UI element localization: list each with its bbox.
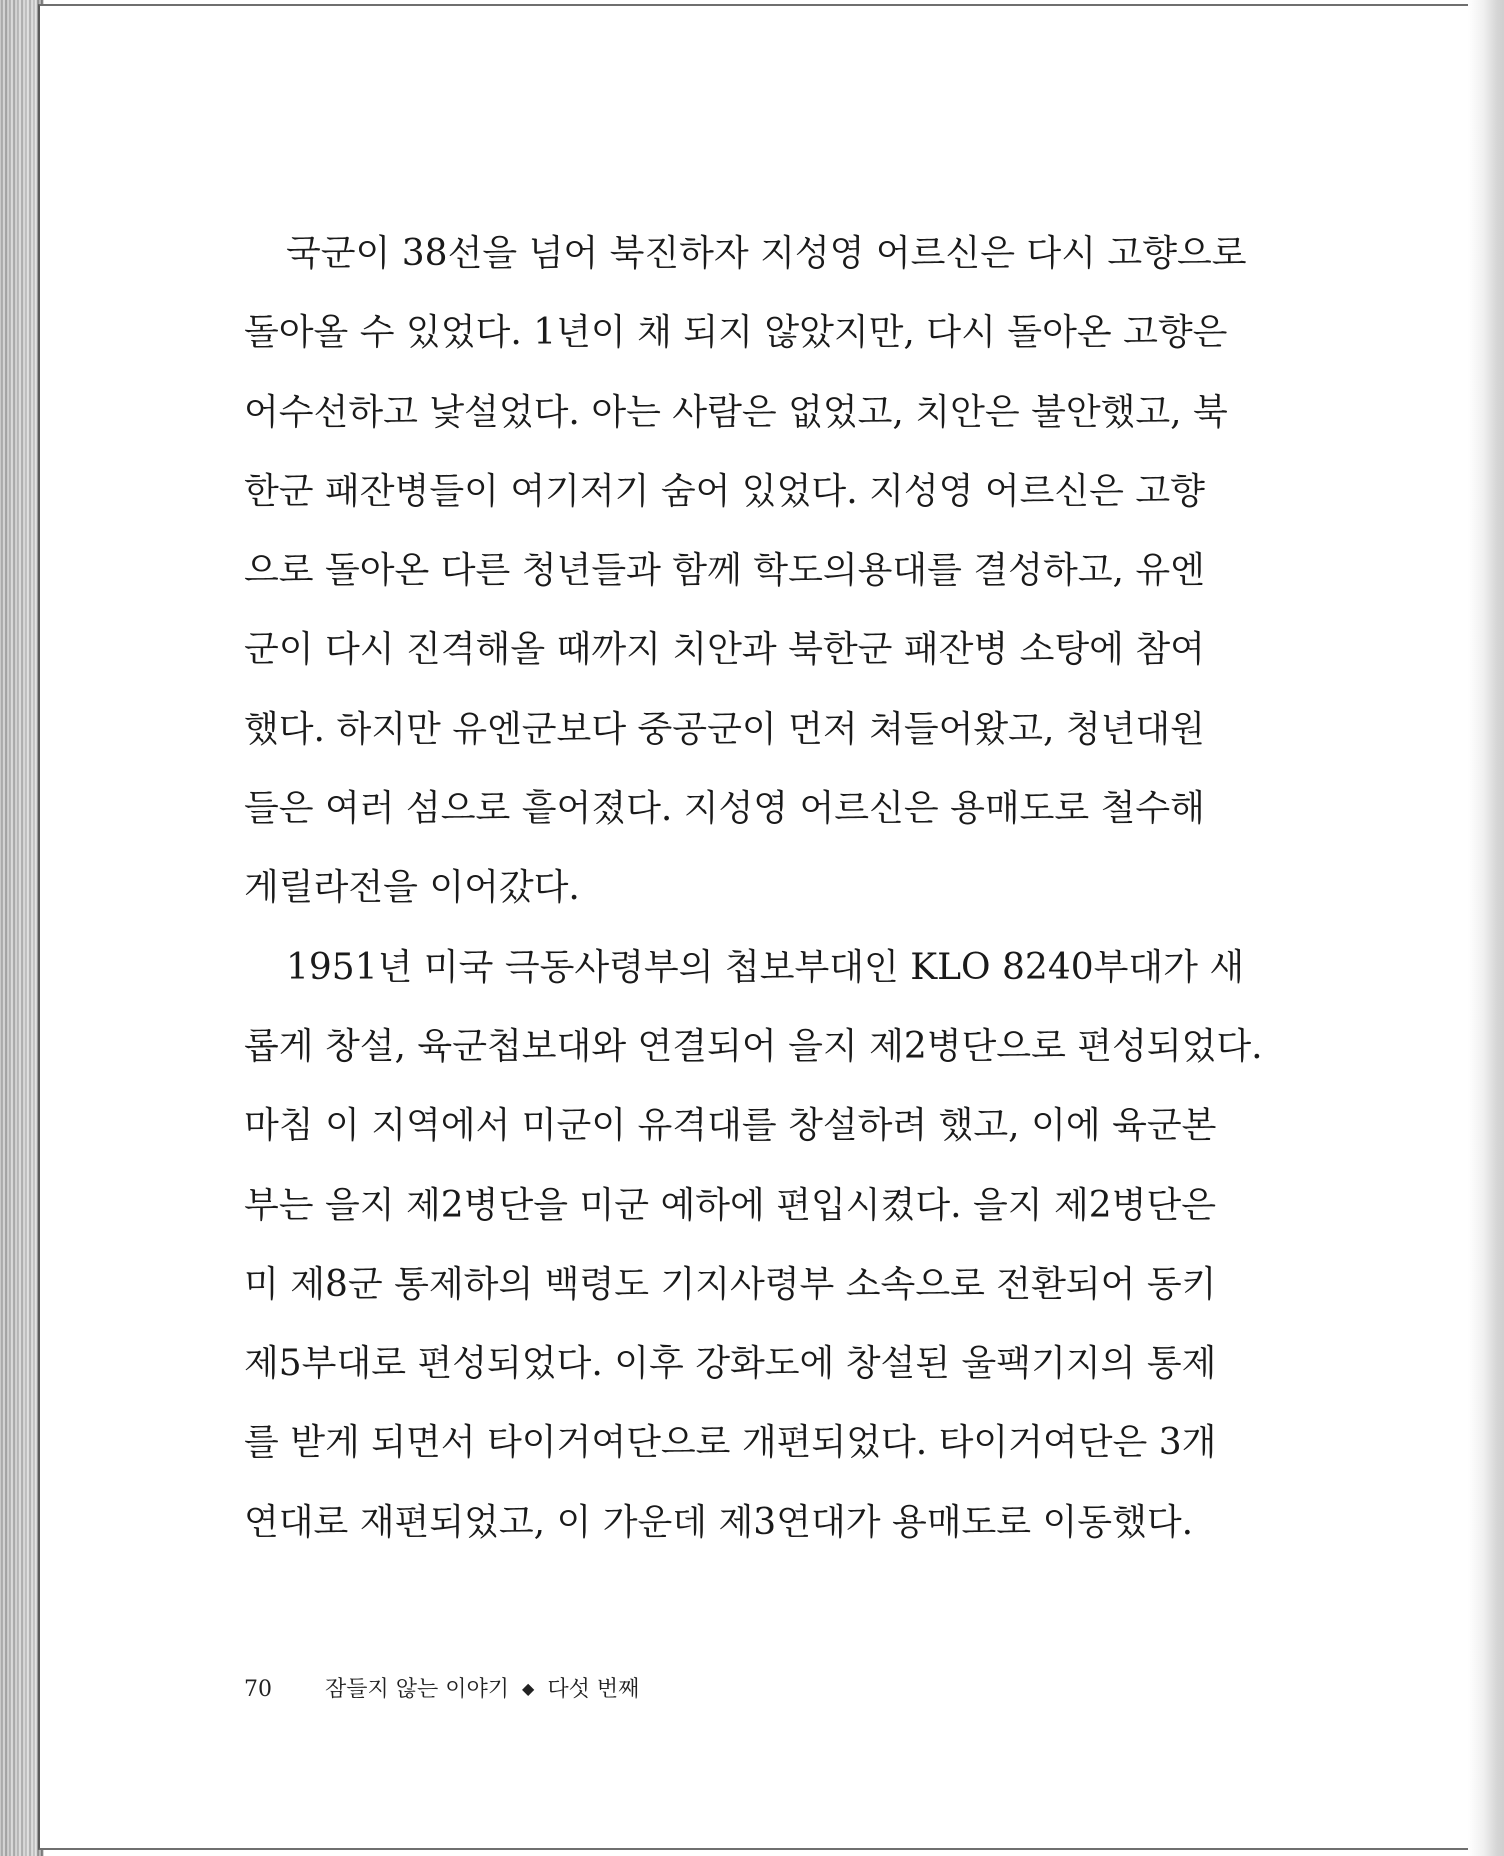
text-line: 1951년 미국 극동사령부의 첩보부대인 KLO 8240부대가 새 <box>286 946 1245 988</box>
text-line: 마침 이 지역에서 미군이 유격대를 창설하려 했고, 이에 육군본 <box>244 1105 1217 1147</box>
text-line: 게릴라전을 이어갔다. <box>244 867 580 909</box>
book-title: 잠들지 않는 이야기 <box>325 1677 510 1702</box>
text-line: 돌아올 수 있었다. 1년이 채 되지 않았지만, 다시 돌아온 고향은 <box>244 312 1228 354</box>
text-line: 으로 돌아온 다른 청년들과 함께 학도의용대를 결성하고, 유엔 <box>244 550 1205 592</box>
text-line: 롭게 창설, 육군첩보대와 연결되어 을지 제2병단으로 편성되었다. <box>244 1025 1263 1067</box>
text-line: 국군이 38선을 넘어 북진하자 지성영 어르신은 다시 고향으로 <box>286 233 1247 274</box>
diamond-separator-icon: ◆ <box>522 1679 535 1698</box>
text-line: 한군 패잔병들이 여기저기 숨어 있었다. 지성영 어르신은 고향 <box>244 470 1205 512</box>
volume-label: 다섯 번째 <box>547 1677 640 1702</box>
page-number: 70 <box>244 1677 272 1702</box>
text-line: 했다. 하지만 유엔군보다 중공군이 먼저 쳐들어왔고, 청년대원 <box>244 708 1205 750</box>
text-line: 연대로 재편되었고, 이 가운데 제3연대가 용매도로 이동했다. <box>244 1501 1194 1543</box>
text-line: 군이 다시 진격해올 때까지 치안과 북한군 패잔병 소탕에 참여 <box>244 629 1205 671</box>
text-line: 어수선하고 낯설었다. 아는 사람은 없었고, 치안은 불안했고, 북 <box>244 391 1228 433</box>
page-footer <box>244 1672 639 1703</box>
body-text <box>244 226 1263 1574</box>
text-line: 부는 을지 제2병단을 미군 예하에 편입시켰다. 을지 제2병단은 <box>244 1184 1216 1226</box>
text-line: 제5부대로 편성되었다. 이후 강화도에 창설된 울팩기지의 통제 <box>244 1343 1217 1385</box>
text-line: 들은 여러 섬으로 흩어졌다. 지성영 어르신은 용매도로 철수해 <box>244 788 1205 830</box>
page-shadow <box>1468 0 1504 1856</box>
text-line: 를 받게 되면서 타이거여단으로 개편되었다. 타이거여단은 3개 <box>244 1422 1217 1464</box>
text-line: 미 제8군 통제하의 백령도 기지사령부 소속으로 전환되어 동키 <box>244 1263 1217 1305</box>
